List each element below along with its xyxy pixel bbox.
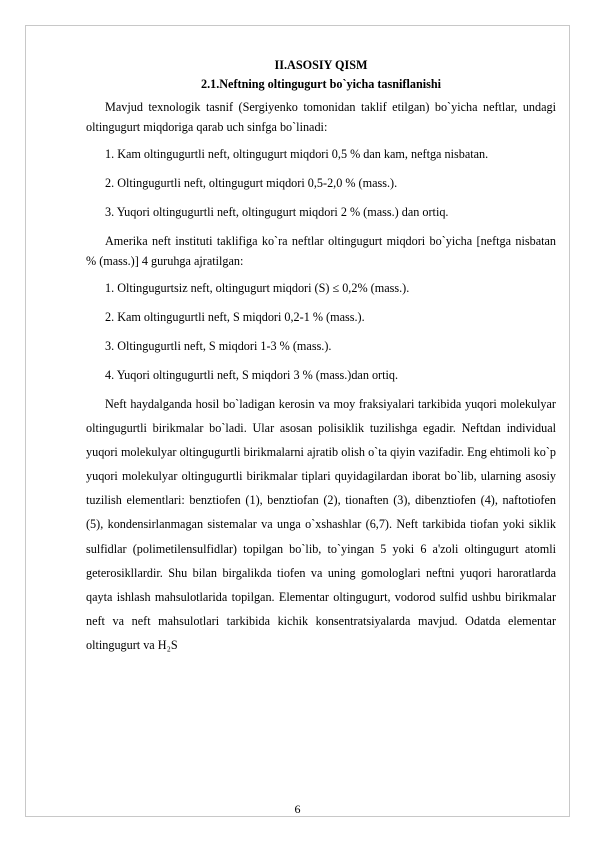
list1-item-3: 3. Yuqori oltingugurtli neft, oltingugurt miqdori 2 % (mass.) dan ortiq.: [105, 205, 449, 219]
list1-item-1: 1. Kam oltingugurtli neft, oltingugurt miqdori 0,5 % dan kam, neftga nisbatan.: [105, 147, 489, 161]
list2-item-2: 2. Kam oltingugurtli neft, S miqdori 0,2-1 % (mass.).: [105, 310, 365, 324]
subsection-heading: 2.1.Neftning oltingugurt bo`yicha tasniflanishi: [200, 77, 442, 91]
document-body: [86, 56, 556, 657]
list2-item-4: 4. Yuqori oltingugurtli neft, S miqdori 3 % (mass.)dan ortiq.: [105, 368, 399, 382]
list1-item-2: 2. Oltingugurtli neft, oltingugurt miqdori 0,5-2,0 % (mass.).: [105, 176, 398, 190]
page-number: 6: [294, 802, 301, 816]
section-heading: II.ASOSIY QISM: [274, 58, 368, 72]
list2-item-1: 1. Oltingugurtsiz neft, oltingugurt miqdori (S) ≤ 0,2% (mass.).: [105, 281, 410, 295]
body-paragraph: Neft haydalganda hosil bo`ladigan kerosin va moy fraksiyalari tarkibida yuqori molekulyar oltingugurtli birikmalar bo`ladi. Ular asosan polisiklik tuzilishga egadir. Neftdan individual yuqori molekulyar oltingugurtli birikmalarni ajratib olish o`ta qiyin vazifadir. Eng ehtimoli ko`p yuqori molekulyar oltingugurtli birikmalar tiplari quyidagilardan iborat bo`lib, ularning asosiy tuzilish elementlari: benztiofen (1), benztiofan (2), tionaften (3), dibenztiofen (4), naftotiofen (5), kondensirlanmagan sistemalar va unga o`xshashlar (6,7). Neft tarkibida tiofan yoki siklik sulfidlar (polimetilensulfidlar) topilgan bo`lib, to`yingan 5 yoki 6 a'zoli oltingugurt atomli geterosikllardir. Shu bilan birgalikda tiofen va uning gomologlari neftni yuqori haroratlarda qayta ishlash mahsulotlarida topilgan. Elementar oltingugurt, vodorod sulfid ushbu birikmalar neft va neft mahsulotlari tarkibida kichik konsentratsiyalarda mavjud. Odatda elementar oltingugurt va H₂S: [86, 397, 556, 652]
intro-paragraph-1: Mavjud texnologik tasnif (Sergiyenko tomonidan taklif etilgan) bo`yicha neftlar, undagi oltingugurt miqdoriga qarab uch sinfga bo`linadi:: [86, 100, 556, 134]
list2-item-3: 3. Oltingugurtli neft, S miqdori 1-3 % (mass.).: [105, 339, 332, 353]
intro-paragraph-2: Amerika neft instituti taklifiga ko`ra neftlar oltingugurt miqdori bo`yicha [neftga nisbatan % (mass.)] 4 guruhga ajratilgan:: [86, 234, 556, 268]
